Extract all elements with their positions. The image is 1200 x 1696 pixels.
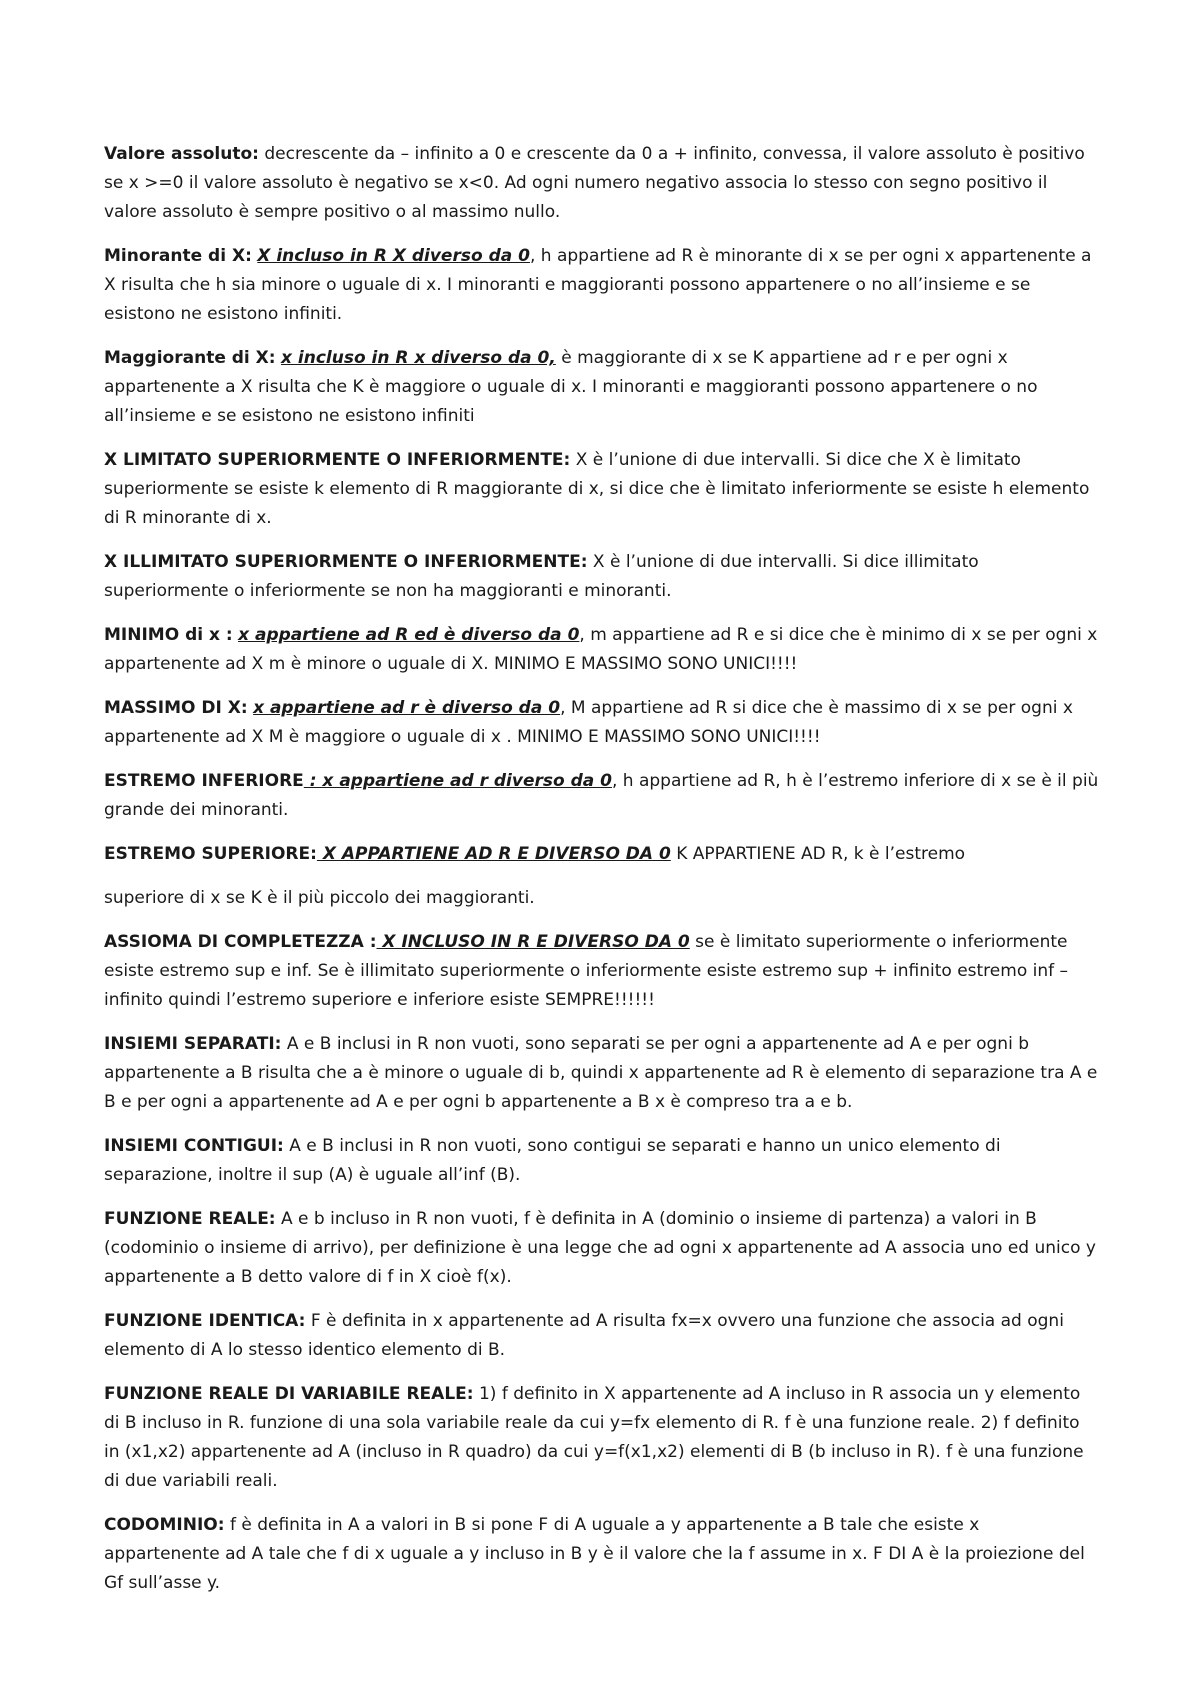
paragraph-massimo bbox=[104, 694, 1100, 752]
paragraph-estremo-superiore bbox=[104, 840, 1100, 869]
paragraph-label: X LIMITATO SUPERIORMENTE O INFERIORMENTE: bbox=[104, 450, 571, 470]
paragraph-text: K APPARTIENE AD R, k è l’estremo bbox=[670, 844, 966, 864]
paragraph-text: A e b incluso in R non vuoti, f è definita in A (dominio o insieme di partenza) a valori in B (codominio o insieme di arrivo), per definizione è una legge che ad ogni x appartenente ad A associa uno ed unico y appartenente a B detto valore di f in X cioè f(x). bbox=[104, 1209, 1096, 1287]
paragraph-text: è maggiorante di x se K appartiene ad r e per ogni x appartenente a X risulta che K è maggiore o uguale di x. I minoranti e maggioranti possono appartenere o no all’insieme e se esistono ne esistono infiniti bbox=[104, 348, 1038, 426]
paragraph-text: f è definita in A a valori in B si pone F di A uguale a y appartenente a B tale che esiste x appartenente ad A tale che f di x uguale a y incluso in B y è il valore che la f assume in x. F DI A è la proiezione del Gf sull’asse y. bbox=[104, 1515, 1085, 1593]
paragraph-insiemi-contigui bbox=[104, 1132, 1100, 1190]
paragraph-estremo-superiore-cont bbox=[104, 884, 1100, 913]
paragraph-label: X ILLIMITATO SUPERIORMENTE O INFERIORMENTE: bbox=[104, 552, 588, 572]
paragraph-valore-assoluto bbox=[104, 140, 1100, 227]
paragraph-codominio bbox=[104, 1511, 1100, 1598]
paragraph-funzione-reale bbox=[104, 1205, 1100, 1292]
paragraph-text: X è l’unione di due intervalli. Si dice che X è limitato superiormente se esiste k elemento di R maggiorante di x, si dice che è limitato inferiormente se esiste h elemento di R minorante di x. bbox=[104, 450, 1090, 528]
paragraph-minimo bbox=[104, 621, 1100, 679]
paragraph-text: A e B inclusi in R non vuoti, sono contigui se separati e hanno un unico elemento di separazione, inoltre il sup (A) è uguale all’inf (B). bbox=[104, 1136, 1001, 1185]
paragraph-label: FUNZIONE REALE DI VARIABILE REALE: bbox=[104, 1384, 474, 1404]
paragraph-emphasis: X incluso in R X diverso da 0 bbox=[257, 246, 530, 266]
paragraph-emphasis: : x appartiene ad r diverso da 0 bbox=[303, 771, 612, 791]
paragraph-text: superiore di x se K è il più piccolo dei maggioranti. bbox=[104, 888, 535, 908]
paragraph-label: INSIEMI CONTIGUI: bbox=[104, 1136, 284, 1156]
paragraph-assioma-completezza bbox=[104, 928, 1100, 1015]
paragraph-emphasis: x appartiene ad R ed è diverso da 0 bbox=[238, 625, 580, 645]
paragraph-emphasis: X INCLUSO IN R E DIVERSO DA 0 bbox=[376, 932, 690, 952]
paragraph-funzione-reale-variabile-reale bbox=[104, 1380, 1100, 1496]
paragraph-label: ASSIOMA DI COMPLETEZZA : bbox=[104, 932, 377, 952]
paragraph-text: F è definita in x appartenente ad A risulta fx=x ovvero una funzione che associa ad ogni elemento di A lo stesso identico elemento di B. bbox=[104, 1311, 1064, 1360]
paragraph-text: X è l’unione di due intervalli. Si dice illimitato superiormente o inferiormente se non ha maggioranti e minoranti. bbox=[104, 552, 979, 601]
paragraph-emphasis: x appartiene ad r è diverso da 0 bbox=[253, 698, 561, 718]
paragraph-text: , m appartiene ad R e si dice che è minimo di x se per ogni x appartenente ad X m è minore o uguale di X. MINIMO E MASSIMO SONO UNICI!!!! bbox=[104, 625, 1098, 674]
paragraph-label: INSIEMI SEPARATI: bbox=[104, 1034, 282, 1054]
paragraph-label: MASSIMO DI X: bbox=[104, 698, 248, 718]
paragraph-label: ESTREMO SUPERIORE: bbox=[104, 844, 317, 864]
paragraph-insiemi-separati bbox=[104, 1030, 1100, 1117]
paragraph-minorante bbox=[104, 242, 1100, 329]
paragraph-limitato bbox=[104, 446, 1100, 533]
paragraph-text: A e B inclusi in R non vuoti, sono separati se per ogni a appartenente ad A e per ogni b appartenente a B risulta che a è minore o uguale di b, quindi x appartenente ad R è elemento di separazione tra A e B e per ogni a appartenente ad A e per ogni b appartenente a B x è compreso tra a e b. bbox=[104, 1034, 1098, 1112]
paragraph-label: ESTREMO INFERIORE bbox=[104, 771, 304, 791]
paragraph-emphasis: x incluso in R x diverso da 0, bbox=[281, 348, 556, 368]
paragraph-label: Maggiorante di X: bbox=[104, 348, 276, 368]
paragraph-text: , M appartiene ad R si dice che è massimo di x se per ogni x appartenente ad X M è maggiore o uguale di x . MINIMO E MASSIMO SONO UNICI!!!! bbox=[104, 698, 1073, 747]
paragraph-estremo-inferiore bbox=[104, 767, 1100, 825]
paragraph-label: FUNZIONE IDENTICA: bbox=[104, 1311, 306, 1331]
paragraph-text: , h appartiene ad R è minorante di x se per ogni x appartenente a X risulta che h sia minore o uguale di x. I minoranti e maggioranti possono appartenere o no all’insieme e se esistono ne esistono infiniti. bbox=[104, 246, 1092, 324]
paragraph-funzione-identica bbox=[104, 1307, 1100, 1365]
paragraph-label: CODOMINIO: bbox=[104, 1515, 225, 1535]
paragraph-label: FUNZIONE REALE: bbox=[104, 1209, 276, 1229]
paragraph-text: 1) f definito in X appartenente ad A incluso in R associa un y elemento di B incluso in R. funzione di una sola variabile reale da cui y=fx elemento di R. f è una funzione reale. 2) f definito in (x1,x2) appartenente ad A (incluso in R quadro) da cui y=f(x1,x2) elementi di B (b incluso in R). f è una funzione di due variabili reali. bbox=[104, 1384, 1084, 1491]
paragraph-text: , h appartiene ad R, h è l’estremo inferiore di x se è il più grande dei minoranti. bbox=[104, 771, 1099, 820]
paragraph-label: Minorante di X: bbox=[104, 246, 252, 266]
paragraph-emphasis: X APPARTIENE AD R E DIVERSO DA 0 bbox=[316, 844, 671, 864]
paragraph-text: se è limitato superiormente o inferiormente esiste estremo sup e inf. Se è illimitato superiormente o inferiormente esiste estremo sup + infinito estremo inf – infinito quindi l’estremo superiore e inferiore esiste SEMPRE!!!!!! bbox=[104, 932, 1069, 1010]
paragraph-maggiorante bbox=[104, 344, 1100, 431]
paragraph-illimitato bbox=[104, 548, 1100, 606]
paragraph-label: MINIMO di x : bbox=[104, 625, 233, 645]
paragraph-text: decrescente da – infinito a 0 e crescente da 0 a + infinito, convessa, il valore assoluto è positivo se x >=0 il valore assoluto è negativo se x<0. Ad ogni numero negativo associa lo stesso con segno positivo il valore assoluto è sempre positivo o al massimo nullo. bbox=[104, 144, 1085, 222]
paragraph-label: Valore assoluto: bbox=[104, 144, 259, 164]
